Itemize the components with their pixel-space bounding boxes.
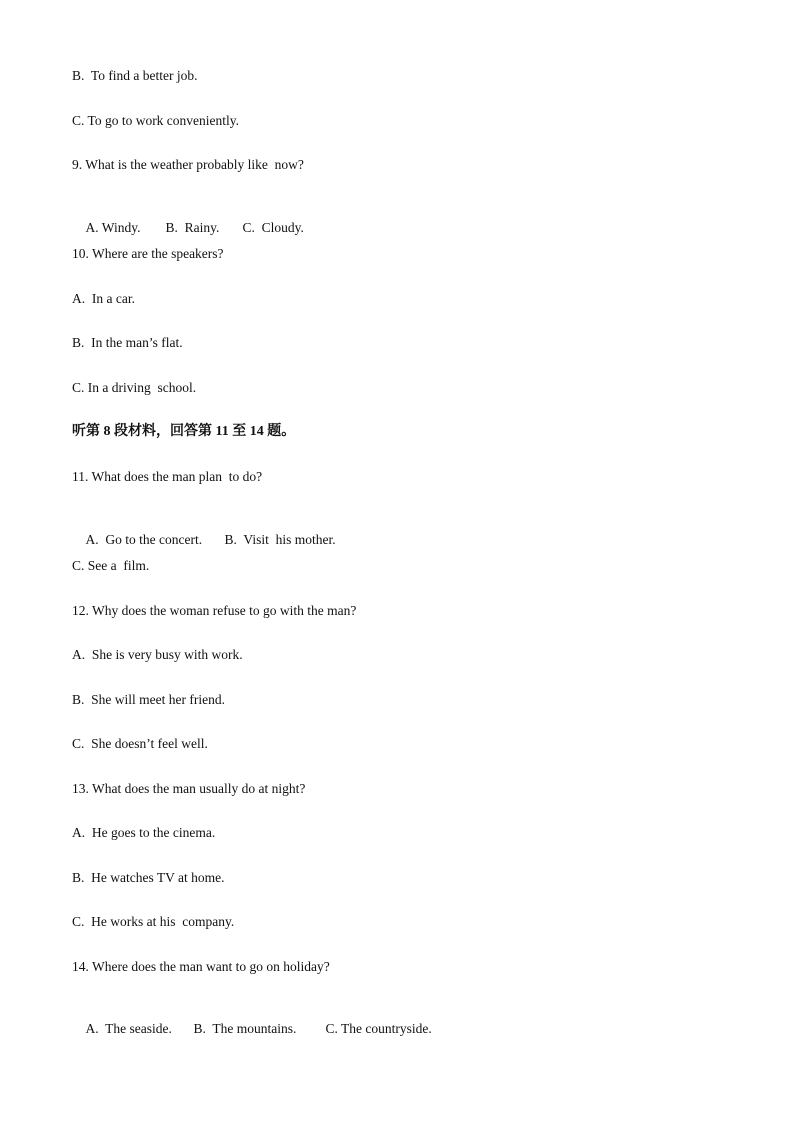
- q8-option-c: C. To go to work conveniently.: [72, 113, 240, 128]
- q8-option-b: B. To find a better job.: [72, 68, 198, 83]
- question-14: 14. Where does the man want to go on holiday?: [72, 959, 330, 974]
- q13-option-c: C. He works at his company.: [72, 914, 235, 929]
- question-11: 11. What does the man plan to do?: [72, 469, 263, 484]
- q12-option-b: B. She will meet her friend.: [72, 692, 225, 707]
- q14-option-c: C. The countryside.: [325, 1021, 432, 1036]
- question-13: 13. What does the man usually do at night?: [72, 781, 306, 796]
- q11-option-c: C. See a film.: [72, 558, 150, 573]
- q10-option-c: C. In a driving school.: [72, 380, 197, 395]
- question-10: 10. Where are the speakers?: [72, 246, 224, 261]
- q13-option-b: B. He watches TV at home.: [72, 870, 225, 885]
- question-9: 9. What is the weather probably like now?: [72, 157, 304, 172]
- q14-option-a: A. The seaside.: [85, 1021, 172, 1036]
- q9-option-a: A. Windy.: [85, 220, 141, 235]
- q9-option-b: B. Rainy.: [165, 220, 220, 235]
- q13-option-a: A. He goes to the cinema.: [72, 825, 216, 840]
- q12-option-a: A. She is very busy with work.: [72, 647, 243, 662]
- q11-option-b: B. Visit his mother.: [224, 532, 336, 547]
- q10-option-b: B. In the man’s flat.: [72, 335, 183, 350]
- q10-option-a: A. In a car.: [72, 291, 135, 306]
- q11-option-a: A. Go to the concert.: [85, 532, 203, 547]
- question-12: 12. Why does the woman refuse to go with the man?: [72, 603, 357, 618]
- q14-option-b: B. The mountains.: [193, 1021, 297, 1036]
- section-heading: 听第 8 段材料，回答第 11 至 14 题。: [72, 424, 296, 439]
- q14-options: [72, 1002, 432, 1056]
- q12-option-c: C. She doesn’t feel well.: [72, 736, 208, 751]
- q9-option-c: C. Cloudy.: [242, 220, 304, 235]
